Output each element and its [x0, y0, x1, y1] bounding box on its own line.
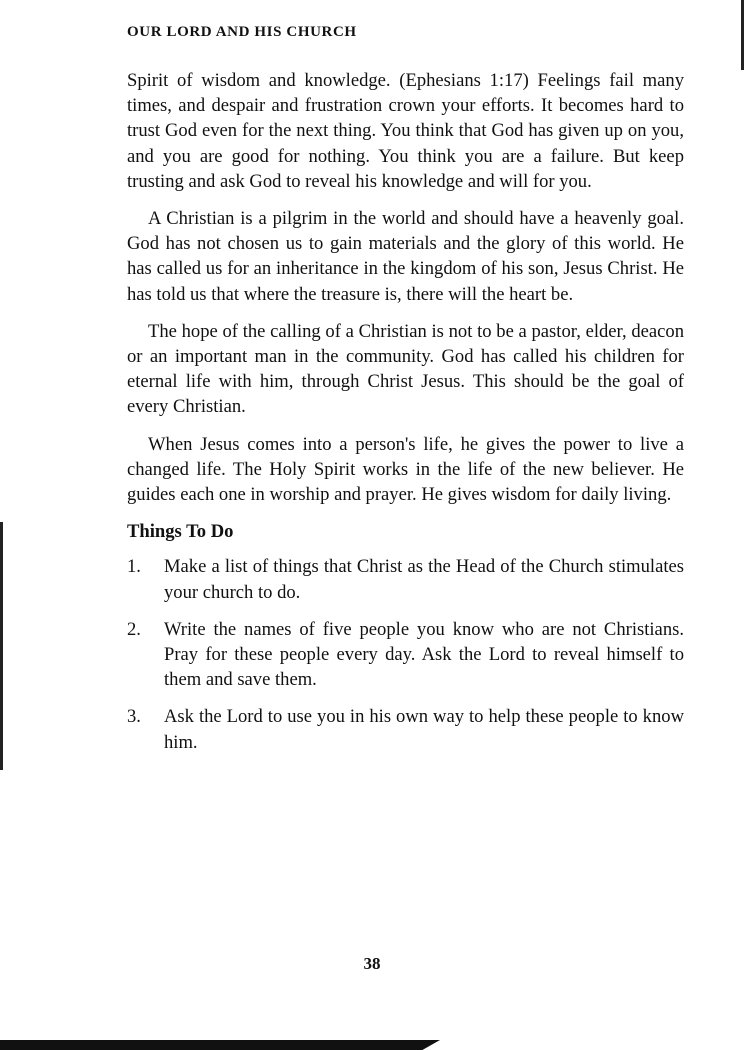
list-item	[127, 704, 684, 754]
list-item-text: Make a list of things that Christ as the Head of the Church stimulates your church to do.	[164, 556, 684, 603]
running-head: OUR LORD AND HIS CHURCH	[127, 24, 357, 40]
list-item-number: 3.	[127, 706, 141, 728]
paragraph-1: Spirit of wisdom and knowledge. (Ephesians 1:17) Feelings fail many times, and despair and frustration crown your efforts. It becomes hard to trust God even for the next thing. You think that God has given up on you, and you are good for nothing. You think you are a failure. But keep trusting and ask God to reveal his knowledge and will for you.	[127, 70, 684, 192]
scan-edge-bottom	[0, 1040, 440, 1050]
paragraph-2: A Christian is a pilgrim in the world and should have a heavenly goal. God has not chosen us to gain materials and the glory of this world. He has called us for an inheritance in the kingdom of his son, Jesus Christ. He has told us that where the treasure is, there will the heart be.	[127, 208, 684, 305]
list-item-text: Write the names of five people you know who are not Christians. Pray for these people every day. Ask the Lord to reveal himself to them and save them.	[164, 618, 684, 691]
scan-edge-left	[0, 522, 3, 770]
list-item-number: 2.	[127, 618, 141, 640]
paragraph-4: When Jesus comes into a person's life, he gives the power to live a changed life. The Holy Spirit works in the life of the new believer. He guides each one in worship and prayer. He gives wisdom for daily living.	[127, 433, 684, 506]
todo-list	[127, 554, 684, 754]
list-item	[127, 617, 684, 693]
list-item	[127, 554, 684, 604]
body-text	[127, 68, 684, 767]
list-item-number: 1.	[127, 556, 141, 578]
section-heading-things-to-do: Things To Do	[127, 521, 234, 543]
paragraph-3: The hope of the calling of a Christian is not to be a pastor, elder, deacon or an important man in the community. God has called his children for eternal life with him, through Christ Jesus. This should be the goal of every Christian.	[127, 320, 684, 418]
page-number: 38	[363, 954, 381, 973]
list-item-text: Ask the Lord to use you in his own way to help these people to know him.	[164, 706, 684, 753]
